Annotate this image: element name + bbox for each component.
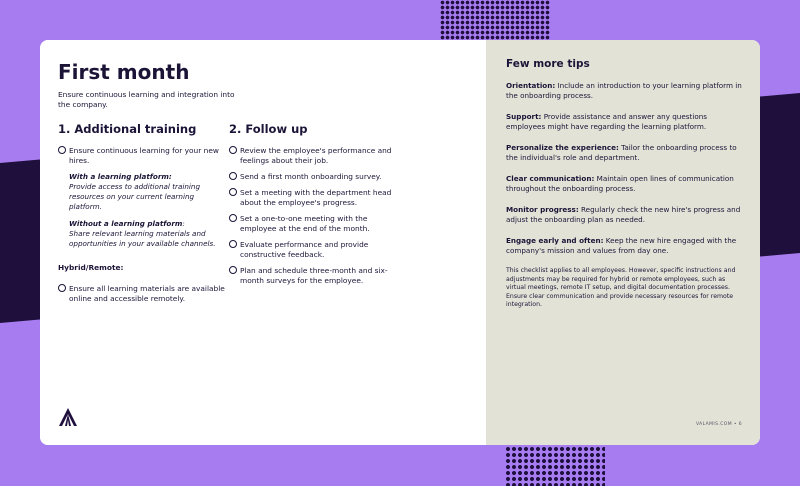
footer-separator: • [733, 422, 737, 427]
tip-label: Clear communication: [506, 174, 595, 183]
option-label: With a learning platform: [69, 172, 172, 181]
page-footer [696, 422, 742, 427]
tip-item [506, 112, 742, 132]
tip-label: Support: [506, 112, 542, 121]
tip-text: Keep the new hire engaged with the company's mission and values from day one. [506, 236, 737, 255]
checklist-item[interactable] [229, 214, 399, 234]
tips-panel [486, 40, 760, 445]
option-label: Without a learning platform [69, 219, 183, 228]
tip-item [506, 143, 742, 163]
circle-checkbox-icon[interactable] [229, 172, 237, 180]
tip-text: Include an introduction to your learning platform in the onboarding process. [506, 81, 742, 100]
tips-heading: Few more tips [506, 58, 590, 70]
follow-up-section [229, 122, 399, 292]
page-intro: Ensure continuous learning and integration into the company. [58, 90, 235, 109]
checklist-item[interactable] [58, 146, 228, 166]
halftone-dots-bottom [505, 440, 605, 486]
checklist-item[interactable] [229, 240, 399, 260]
tip-label: Engage early and often: [506, 236, 604, 245]
option-text: Provide access to additional training resources on your current learning platform. [69, 182, 201, 211]
checklist-item-text: Send a first month onboarding survey. [240, 172, 382, 181]
tip-item [506, 174, 742, 194]
circle-checkbox-icon[interactable] [229, 188, 237, 196]
checklist-item[interactable] [58, 284, 228, 304]
checklist-note: This checklist applies to all employees. However, specific instructions and adjustments may be required for hybrid or remote employees, such as virtual meetings, remote IT setup, and digital documentation processes. Ensure clear communication and provide necessary resources for remote integration. [506, 267, 736, 308]
no-learning-platform-option: Without a learning platform: Share relevant learning materials and opportunities in your available channels. [69, 219, 216, 248]
tip-item [506, 81, 742, 101]
tip-label: Orientation: [506, 81, 556, 90]
checklist-item-text: Set a one-to-one meeting with the employee at the end of the month. [240, 214, 370, 233]
circle-checkbox-icon[interactable] [229, 214, 237, 222]
learning-platform-option [69, 172, 228, 212]
circle-checkbox-icon[interactable] [58, 146, 66, 154]
option-text: Share relevant learning materials and opportunities in your available channels. [69, 229, 216, 248]
checklist-item-text: Plan and schedule three-month and six-month surveys for the employee. [240, 266, 388, 285]
additional-training-section [58, 122, 228, 310]
circle-checkbox-icon[interactable] [58, 284, 66, 292]
circle-checkbox-icon[interactable] [229, 266, 237, 274]
tip-text: Regularly check the new hire's progress and adjust the onboarding plan as needed. [506, 205, 741, 224]
valamis-logo-icon [58, 407, 78, 427]
checklist-item[interactable] [229, 188, 399, 208]
checklist-item-text: Ensure all learning materials are available online and accessible remotely. [69, 284, 225, 303]
tip-label: Personalize the experience: [506, 143, 619, 152]
checklist-card [40, 40, 760, 445]
checklist-item-text: Review the employee's performance and feelings about their job. [240, 146, 392, 165]
tip-item [506, 205, 742, 225]
checklist-item[interactable] [229, 266, 399, 286]
checklist-main-panel [40, 40, 486, 445]
hybrid-remote-heading: Hybrid/Remote: [58, 263, 124, 272]
additional-training-heading: 1. Additional training [58, 122, 197, 136]
checklist-item-text: Evaluate performance and provide constructive feedback. [240, 240, 369, 259]
tip-text: Provide assistance and answer any questions employees might have regarding the learning platform. [506, 112, 708, 131]
checklist-item-text: Set a meeting with the department head about the employee's progress. [240, 188, 392, 207]
checklist-item[interactable] [229, 172, 399, 182]
page-title: First month [58, 60, 190, 84]
checklist-item[interactable] [229, 146, 399, 166]
tip-item [506, 236, 742, 256]
page-number: 6 [738, 422, 742, 427]
circle-checkbox-icon[interactable] [229, 240, 237, 248]
tip-text: Tailor the onboarding process to the individual's role and department. [506, 143, 737, 162]
footer-site-link[interactable]: VALAMIS.COM [695, 422, 732, 427]
tip-label: Monitor progress: [506, 205, 579, 214]
checklist-item-text: Ensure continuous learning for your new hires. [69, 146, 219, 165]
tip-text: Maintain open lines of communication throughout the onboarding process. [506, 174, 734, 193]
circle-checkbox-icon[interactable] [229, 146, 237, 154]
follow-up-heading: 2. Follow up [229, 122, 308, 136]
